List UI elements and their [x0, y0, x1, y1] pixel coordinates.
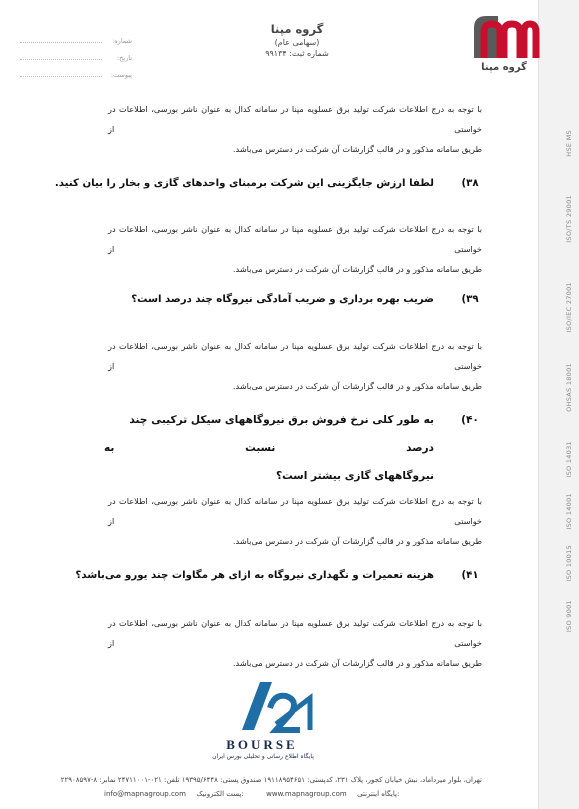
answer-line-1: با توجه به درج اطلاعات شرکت تولید برق عسلویه مپنا در سامانه کدال به عنوان ناشر بورسی، اطلاعات در خواستی از	[108, 104, 482, 134]
question-38-number: ۳۸)	[461, 178, 479, 189]
meta-number-row	[20, 28, 132, 45]
company-type: (سهامی عام)	[274, 38, 320, 47]
question-38	[54, 178, 482, 194]
question-40-text	[104, 406, 434, 490]
website-label: پایگاه اینترنتی:	[357, 790, 400, 798]
meta-number-label: شماره:	[112, 37, 132, 45]
question-41-text: هزینه تعمیرات و نگهداری نیروگاه به ازای هر مگاوات چند یورو می‌باشد؟	[75, 570, 434, 581]
answer-line-2: طریق سامانه مذکور و در قالب گزارشات آن شرکت در دسترس می‌باشد.	[232, 144, 482, 154]
cert-iso-9001: ISO 9001	[565, 600, 573, 633]
meta-attachment-row	[20, 62, 132, 79]
website-value[interactable]: www.mapnagroup.com	[266, 790, 347, 798]
answer-line-2: طریق سامانه مذکور و در قالب گزارشات آن شرکت در دسترس می‌باشد.	[232, 536, 482, 546]
meta-attachment-label: پیوست:	[110, 71, 132, 79]
meta-date-row	[20, 45, 132, 62]
answer-paragraph-41	[108, 613, 482, 673]
question-40-line-1: به طور کلی نرخ فروش برق نیروگاههای سیکل ترکیبی چند درصد نسبت به	[104, 414, 434, 454]
question-38-text: لطفا ارزش جایگزینی این شرکت برمبنای واحدهای گازی و بخار را بیان کنید.	[54, 178, 434, 189]
meta-number-line	[20, 42, 102, 43]
meta-date-line	[20, 59, 102, 60]
answer-line-1: با توجه به درج اطلاعات شرکت تولید برق عسلویه مپنا در سامانه کدال به عنوان ناشر بورسی، اطلاعات در خواستی از	[108, 618, 482, 648]
answer-paragraph-37	[108, 99, 482, 159]
answer-line-1: با توجه به درج اطلاعات شرکت تولید برق عسلویه مپنا در سامانه کدال به عنوان ناشر بورسی، اطلاعات در خواستی از	[108, 341, 482, 371]
email-value[interactable]: info@mapnagroup.com	[104, 790, 186, 798]
company-name: گروه مپنا	[270, 22, 324, 36]
answer-line-1: با توجه به درج اطلاعات شرکت تولید برق عسلویه مپنا در سامانه کدال به عنوان ناشر بورسی، اطلاعات در خواستی از	[108, 224, 482, 254]
registration-number: شماره ثبت: ۹۹۱۳۴	[265, 49, 329, 58]
cert-iso-10015: ISO 10015	[565, 545, 573, 582]
bourse-subtitle: پایگاه اطلاع رسانی و تحلیلی بورس ایران	[212, 753, 314, 760]
question-39-number: ۳۹)	[461, 294, 479, 305]
footer-contacts	[104, 790, 482, 798]
meta-date-label: تاریخ:	[116, 54, 132, 62]
question-41	[75, 570, 482, 586]
answer-line-1: با توجه به درج اطلاعات شرکت تولید برق عسلویه مپنا در سامانه کدال به عنوان ناشر بورسی، اطلاعات در خواستی از	[108, 496, 482, 526]
cert-iso-ts-29001: ISO/TS 29001	[565, 195, 573, 243]
cert-iso-14031: ISO 14031	[565, 441, 573, 478]
cert-ohsas-18001: OHSAS 18001	[565, 363, 573, 412]
question-40-line-2: نیروگاههای گازی بیشتر است؟	[275, 470, 434, 482]
cert-hse-ms: HSE MS	[565, 130, 573, 157]
question-40-number: ۴۰)	[461, 414, 479, 426]
answer-paragraph-38	[108, 219, 482, 279]
question-41-number: ۴۱)	[461, 570, 479, 581]
question-39-text: ضریب بهره برداری و ضریب آمادگی نیروگاه چند درصد است؟	[131, 294, 434, 305]
cert-iso-14001: ISO 14001	[565, 493, 573, 530]
answer-line-2: طریق سامانه مذکور و در قالب گزارشات آن شرکت در دسترس می‌باشد.	[232, 264, 482, 274]
email-label: پست الکترونیک:	[196, 790, 244, 798]
answer-paragraph-39	[108, 336, 482, 396]
cert-iso-iec-27001: ISO/IEC 27001	[565, 282, 573, 333]
company-header	[236, 22, 358, 58]
answer-paragraph-40	[108, 491, 482, 551]
bourse-name: BOURSE	[226, 737, 298, 752]
meta-attachment-line	[20, 76, 102, 77]
brand-text: گروه مپنا	[481, 62, 527, 73]
question-40	[104, 406, 482, 482]
answer-line-2: طریق سامانه مذکور و در قالب گزارشات آن شرکت در دسترس می‌باشد.	[232, 381, 482, 391]
letter-meta	[20, 28, 132, 79]
answer-line-2: طریق سامانه مذکور و در قالب گزارشات آن شرکت در دسترس می‌باشد.	[232, 658, 482, 668]
question-39	[131, 294, 482, 310]
certification-sidebar	[538, 0, 579, 809]
footer-address: تهران، بلوار میرداماد، نبش خیابان کجور، پلاک ۲۳۱، کدپستی: ۱۹۱۱۸۹۵۴۶۵۱ صندوق پستی: ۱۹۳۹۵/۶۴۴۸ تلفن: ۰۲۱-۲۴۷۱۱۰۰۱ نمابر: ۸-۲۲۹۰۸۵۹۷	[60, 776, 482, 784]
